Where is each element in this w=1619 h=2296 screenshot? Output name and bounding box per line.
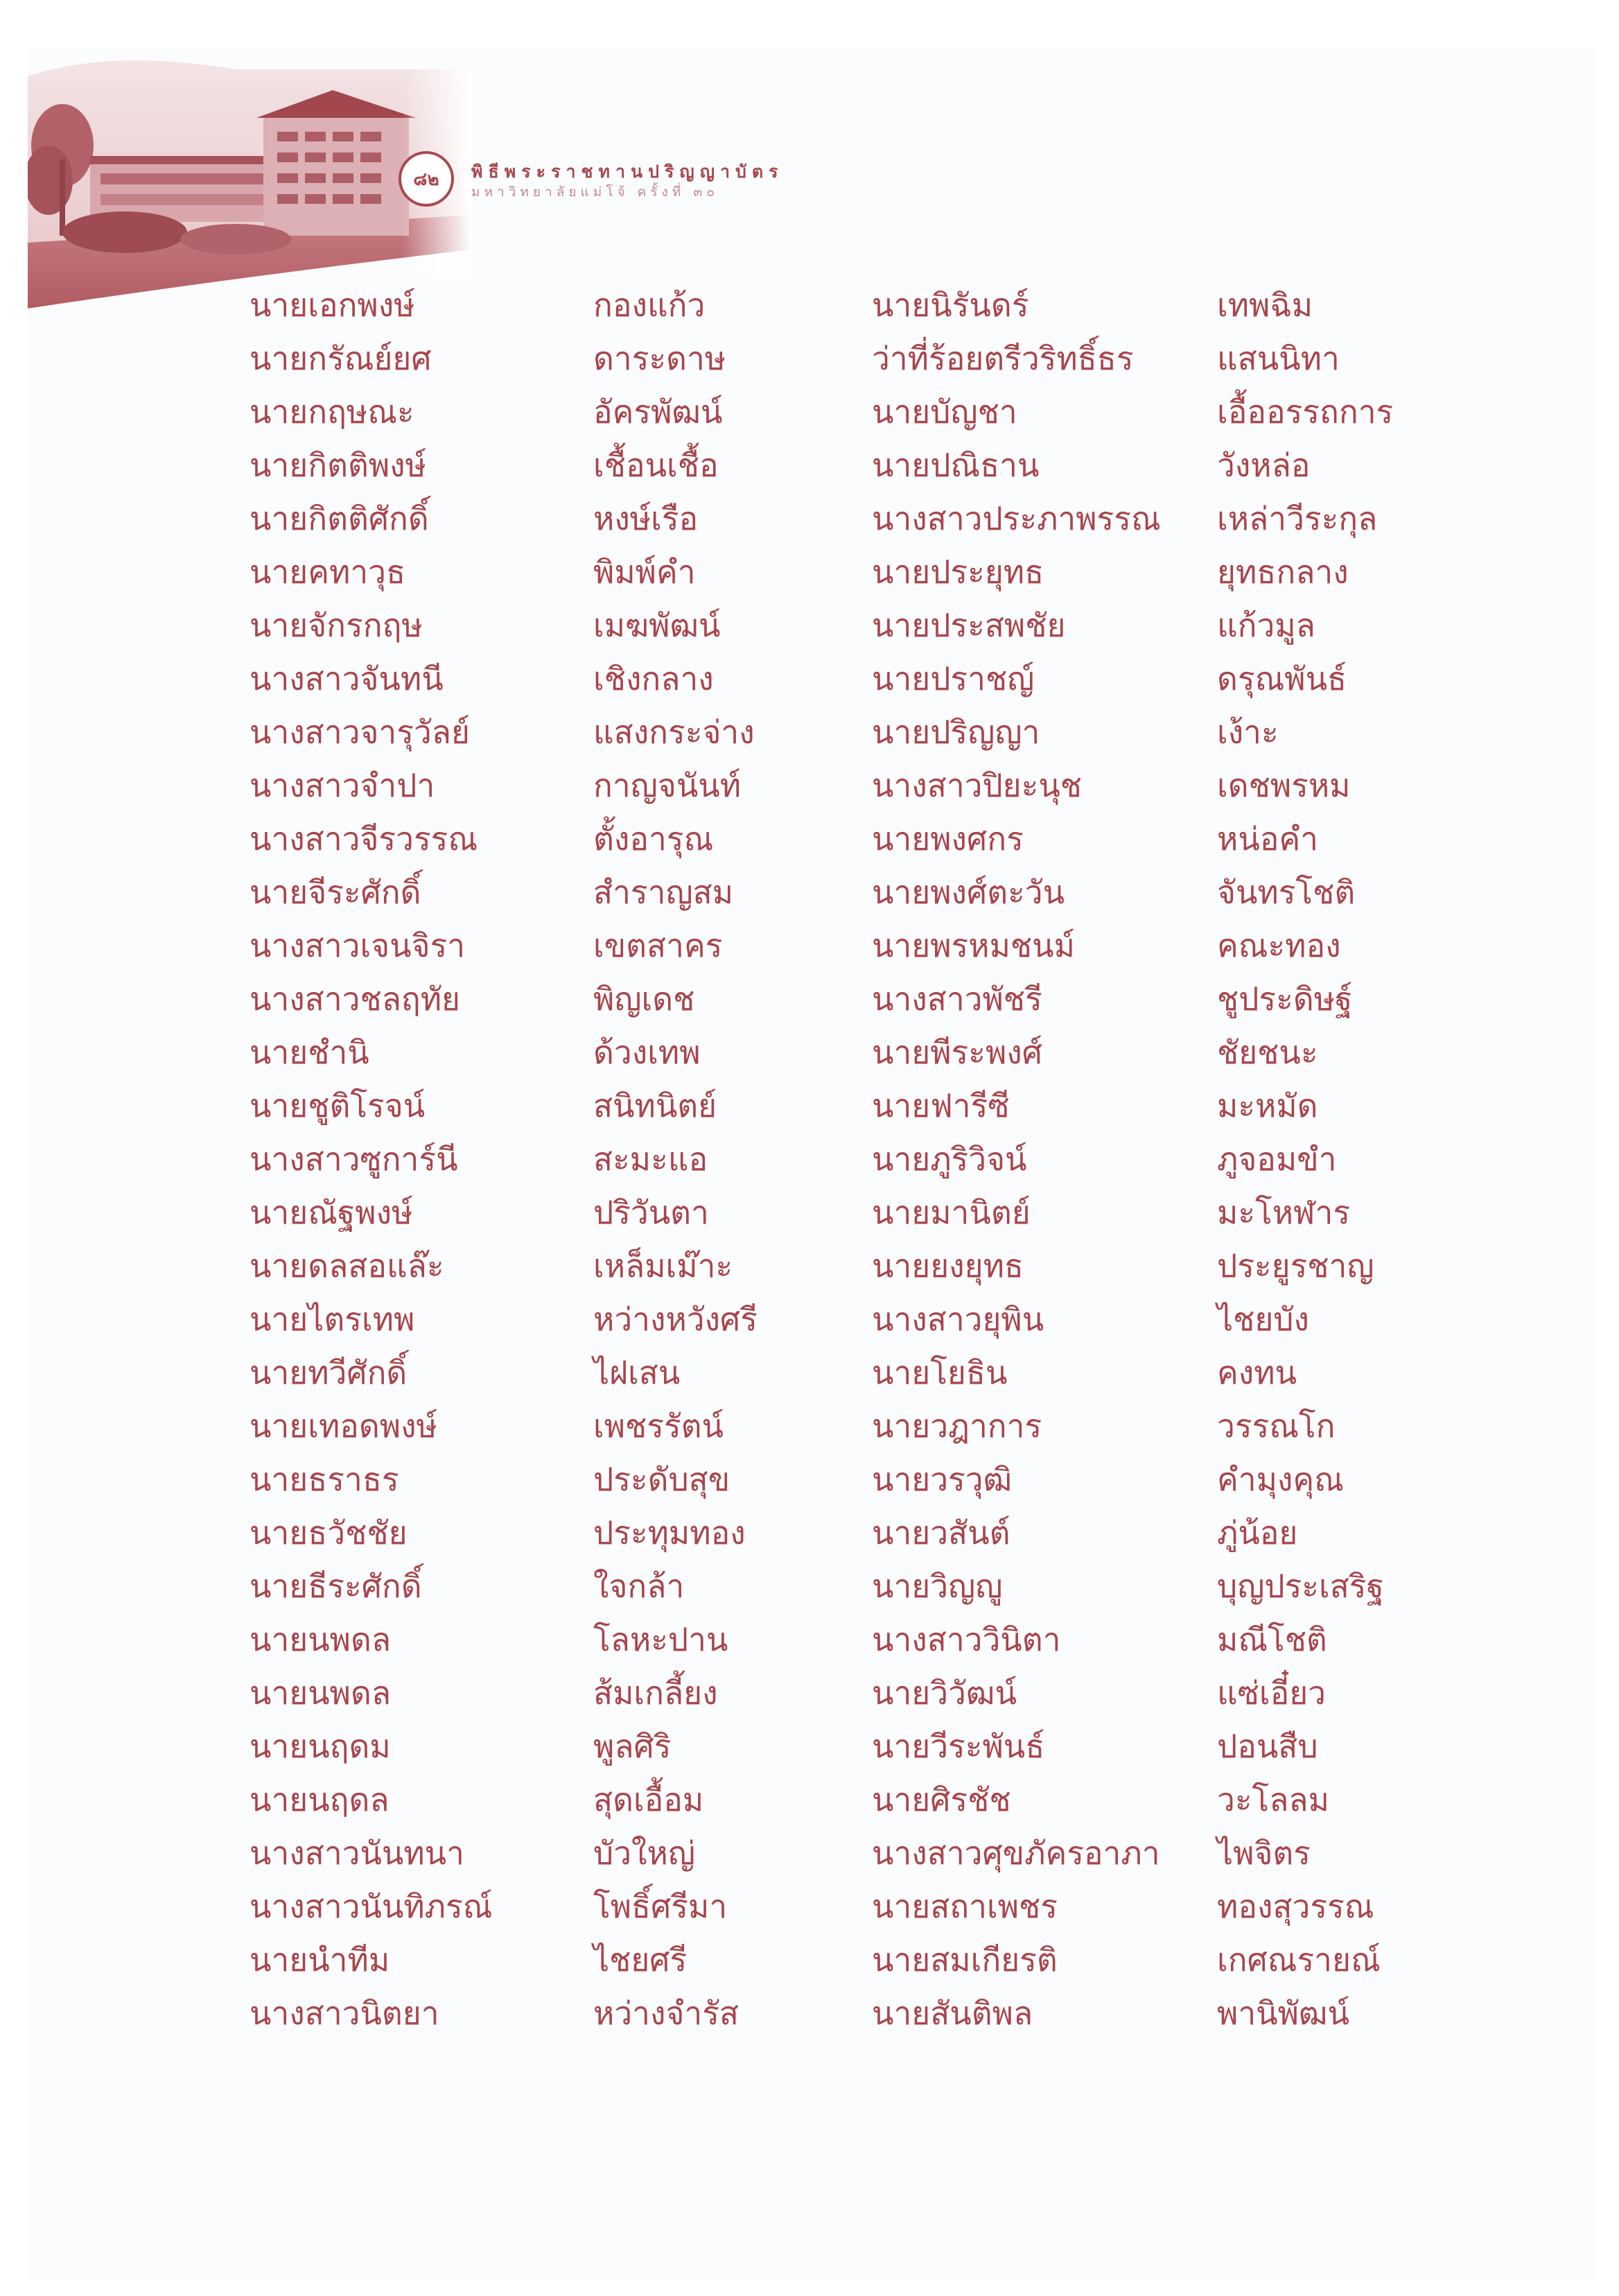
last-name: ชัยชนะ <box>1217 1034 1318 1071</box>
first-name: นายนฤดล <box>250 1781 390 1818</box>
last-name: มะโหฬาร <box>1217 1194 1351 1231</box>
name-row <box>0 1720 1619 1773</box>
last-name: มณีโชติ <box>1217 1621 1327 1658</box>
name-row <box>0 1186 1619 1240</box>
last-name: ไชยศรี <box>593 1941 688 1978</box>
first-name: นายกฤษณะ <box>250 393 414 430</box>
last-name: โลหะปาน <box>593 1621 728 1658</box>
last-name: วรรณโก <box>1217 1407 1336 1445</box>
last-name: ทองสุวรรณ <box>1217 1888 1374 1925</box>
last-name: ปอนสืบ <box>1217 1728 1318 1765</box>
first-name: นายธวัชชัย <box>250 1514 408 1551</box>
first-name: นายณัฐพงษ์ <box>250 1194 413 1231</box>
last-name: สุดเอื้อม <box>593 1781 704 1818</box>
first-name: นายชูติโรจน์ <box>250 1087 426 1124</box>
last-name: เกศณรายณ์ <box>1217 1941 1381 1978</box>
first-name: นางสาวปิยะนุช <box>872 767 1082 804</box>
first-name: นายภูริวิจน์ <box>872 1140 1027 1178</box>
graduate-name-list <box>0 279 1619 2040</box>
name-row <box>0 1026 1619 1079</box>
first-name: ว่าที่ร้อยตรีวริทธิ์ธร <box>872 340 1134 377</box>
ceremony-title: พิธีพระราชทานปริญญาบัตร <box>471 162 784 182</box>
name-row <box>0 1133 1619 1186</box>
last-name: เทพฉิม <box>1217 286 1313 324</box>
last-name: เพชรรัตน์ <box>593 1407 724 1445</box>
last-name: ภูจอมขำ <box>1217 1140 1337 1178</box>
last-name: ภู่น้อย <box>1217 1514 1298 1551</box>
name-row <box>0 1560 1619 1613</box>
name-row <box>0 1933 1619 1987</box>
first-name: นายกิตติศักดิ์ <box>250 500 429 537</box>
first-name: นายพงศกร <box>872 820 1024 858</box>
first-name: นายนพดล <box>250 1674 392 1712</box>
first-name: นายกรัณย์ยศ <box>250 340 432 377</box>
name-row <box>0 973 1619 1026</box>
last-name: อัครพัฒน์ <box>593 393 723 430</box>
first-name: นายนิรันดร์ <box>872 286 1029 324</box>
first-name: นายกิตติพงษ์ <box>250 446 426 484</box>
name-row <box>0 599 1619 652</box>
last-name: คณะทอง <box>1217 927 1341 964</box>
last-name: วะโลลม <box>1217 1781 1329 1818</box>
last-name: หว่างหวังศรี <box>593 1301 758 1338</box>
first-name: นายปณิธาน <box>872 446 1040 484</box>
last-name: จันทรโชติ <box>1217 873 1356 911</box>
last-name: มะหมัด <box>1217 1087 1318 1124</box>
first-name: นายสันติพล <box>872 1994 1033 2032</box>
first-name: นายประยุทธ <box>872 553 1044 591</box>
first-name: นางสาวเจนจิรา <box>250 927 466 964</box>
last-name: คำมุงคุณ <box>1217 1461 1344 1498</box>
last-name: ส้มเกลี้ยง <box>593 1674 718 1712</box>
last-name: ชูประดิษฐ์ <box>1217 980 1353 1018</box>
last-name: สำราญสม <box>593 873 734 911</box>
first-name: นางสาวพัชรี <box>872 980 1042 1018</box>
last-name: เมฆพัฒน์ <box>593 607 721 644</box>
first-name: นายเทอดพงษ์ <box>250 1407 437 1445</box>
last-name: เหล่าวีระกุล <box>1217 500 1378 537</box>
last-name: ไฝเสน <box>593 1354 681 1391</box>
last-name: บัวใหญ่ <box>593 1834 696 1872</box>
first-name: นายปราชญ์ <box>872 660 1035 697</box>
last-name: สนิทนิตย์ <box>593 1087 717 1124</box>
last-name: บุญประเสริฐ <box>1217 1567 1384 1605</box>
name-row <box>0 385 1619 439</box>
last-name: ประดับสุข <box>593 1461 730 1498</box>
last-name: ใจกล้า <box>593 1567 685 1605</box>
first-name: นายนำทีม <box>250 1941 390 1978</box>
first-name: นายวรวุฒิ <box>872 1461 1013 1498</box>
last-name: แซ่เอี๋ยว <box>1217 1674 1327 1712</box>
first-name: นางสาวจีรวรรณ <box>250 820 478 858</box>
first-name: นางสาวจันทนี <box>250 660 444 697</box>
name-row <box>0 1987 1619 2040</box>
first-name: นายทวีศักดิ์ <box>250 1354 408 1391</box>
first-name: นายธราธร <box>250 1461 399 1498</box>
first-name: นางสาวประภาพรรณ <box>872 500 1161 537</box>
last-name: วังหล่อ <box>1217 446 1311 484</box>
name-row <box>0 279 1619 332</box>
last-name: ดรุณพันธ์ <box>1217 660 1347 697</box>
first-name: นายดลสอแล๊ะ <box>250 1247 444 1285</box>
first-name: นายพีระพงศ์ <box>872 1034 1042 1071</box>
last-name: ด้วงเทพ <box>593 1034 701 1071</box>
name-row <box>0 652 1619 706</box>
name-row <box>0 1667 1619 1720</box>
first-name: นายบัญชา <box>872 393 1017 430</box>
first-name: นายวิวัฒน์ <box>872 1674 1017 1712</box>
first-name: นางสาวซูการ์นี <box>250 1140 458 1178</box>
last-name: หงษ์เรือ <box>593 500 699 537</box>
name-row <box>0 1240 1619 1293</box>
last-name: ปริวันตา <box>593 1194 709 1231</box>
first-name: นางสาวยุพิน <box>872 1301 1044 1338</box>
first-name: นายจักรกฤษ <box>250 607 423 644</box>
first-name: นายชำนิ <box>250 1034 369 1071</box>
name-row <box>0 1453 1619 1506</box>
name-row <box>0 812 1619 866</box>
last-name: กองแก้ว <box>593 286 706 324</box>
first-name: นางสาวนิตยา <box>250 1994 439 2032</box>
first-name: นายมานิตย์ <box>872 1194 1031 1231</box>
name-row <box>0 1079 1619 1133</box>
last-name: เง้าะ <box>1217 713 1279 751</box>
last-name: เหล็มเม๊าะ <box>593 1247 733 1285</box>
last-name: ประทุมทอง <box>593 1514 746 1551</box>
first-name: นายพงศ์ตะวัน <box>872 873 1065 911</box>
last-name: โพธิ์ศรีมา <box>593 1888 728 1925</box>
first-name: นายประสพชัย <box>872 607 1066 644</box>
first-name: นายศิรชัช <box>872 1781 1011 1818</box>
last-name: สะมะแอ <box>593 1140 708 1178</box>
name-row <box>0 492 1619 546</box>
name-row <box>0 439 1619 492</box>
first-name: นายวฎาการ <box>872 1407 1042 1445</box>
last-name: เดชพรหม <box>1217 767 1351 804</box>
name-row <box>0 1880 1619 1933</box>
name-row <box>0 759 1619 812</box>
first-name: นายยงยุทธ <box>872 1247 1024 1285</box>
first-name: นายไตรเทพ <box>250 1301 415 1338</box>
name-row <box>0 546 1619 599</box>
first-name: นายพรหมชนม์ <box>872 927 1075 964</box>
name-row <box>0 1613 1619 1667</box>
first-name: นายวสันต์ <box>872 1514 1010 1551</box>
name-row <box>0 1827 1619 1880</box>
first-name: นายนพดล <box>250 1621 392 1658</box>
last-name: เชิงกลาง <box>593 660 714 697</box>
first-name: นายสถาเพชร <box>872 1888 1058 1925</box>
last-name: พานิพัฒน์ <box>1217 1994 1349 2032</box>
last-name: ไพจิตร <box>1217 1834 1311 1872</box>
first-name: นางสาวนันทนา <box>250 1834 464 1872</box>
last-name: ประยูรชาญ <box>1217 1247 1374 1285</box>
name-row <box>0 706 1619 759</box>
last-name: เชื้อนเชื้อ <box>593 446 719 484</box>
last-name: พิญเดช <box>593 980 695 1018</box>
last-name: แก้วมูล <box>1217 607 1315 644</box>
first-name: นายวิญญู <box>872 1567 1003 1605</box>
last-name: เขตสาคร <box>593 927 723 964</box>
last-name: ตั้งอารุณ <box>593 820 714 858</box>
name-row <box>0 866 1619 919</box>
name-row <box>0 332 1619 385</box>
first-name: นายสมเกียรติ <box>872 1941 1058 1978</box>
name-row <box>0 919 1619 973</box>
last-name: แสนนิทา <box>1217 340 1340 377</box>
first-name: นายปริญญา <box>872 713 1040 751</box>
first-name: นายธีระศักดิ์ <box>250 1567 422 1605</box>
last-name: เอื้ออรรถการ <box>1217 393 1394 430</box>
last-name: หน่อคำ <box>1217 820 1318 858</box>
name-row <box>0 1293 1619 1346</box>
first-name: นายโยธิน <box>872 1354 1008 1391</box>
last-name: ไชยบัง <box>1217 1301 1309 1338</box>
ceremony-subtitle: มหาวิทยาลัยแม่โจ้ ครั้งที่ ๓๐ <box>471 184 719 200</box>
last-name: คงทน <box>1217 1354 1297 1391</box>
first-name: นางสาววินิตา <box>872 1621 1061 1658</box>
first-name: นางสาวจารุวัลย์ <box>250 713 470 751</box>
last-name: หว่างจำรัส <box>593 1994 740 2032</box>
last-name: กาญจนันท์ <box>593 767 742 804</box>
name-row <box>0 1400 1619 1453</box>
first-name: นางสาวจำปา <box>250 767 435 804</box>
first-name: นางสาวนันทิภรณ์ <box>250 1888 493 1925</box>
last-name: ดาระดาษ <box>593 340 726 377</box>
name-row <box>0 1773 1619 1827</box>
first-name: นายนฤดม <box>250 1728 391 1765</box>
last-name: ยุทธกลาง <box>1217 553 1349 591</box>
name-row <box>0 1346 1619 1400</box>
first-name: นายคทาวุธ <box>250 553 406 591</box>
first-name: นางสาวศุขภัครอาภา <box>872 1834 1160 1872</box>
first-name: นายฟารีซี <box>872 1087 1010 1124</box>
last-name: แสงกระจ่าง <box>593 713 755 751</box>
last-name: พิมพ์คำ <box>593 553 696 591</box>
first-name: นายเอกพงษ์ <box>250 286 415 324</box>
last-name: พูลศิริ <box>593 1728 672 1765</box>
first-name: นางสาวชลฤทัย <box>250 980 461 1018</box>
first-name: นายจีระศักดิ์ <box>250 873 421 911</box>
name-row <box>0 1506 1619 1560</box>
page-number-badge: ๘๒ <box>399 151 454 207</box>
first-name: นายวีระพันธ์ <box>872 1728 1045 1765</box>
